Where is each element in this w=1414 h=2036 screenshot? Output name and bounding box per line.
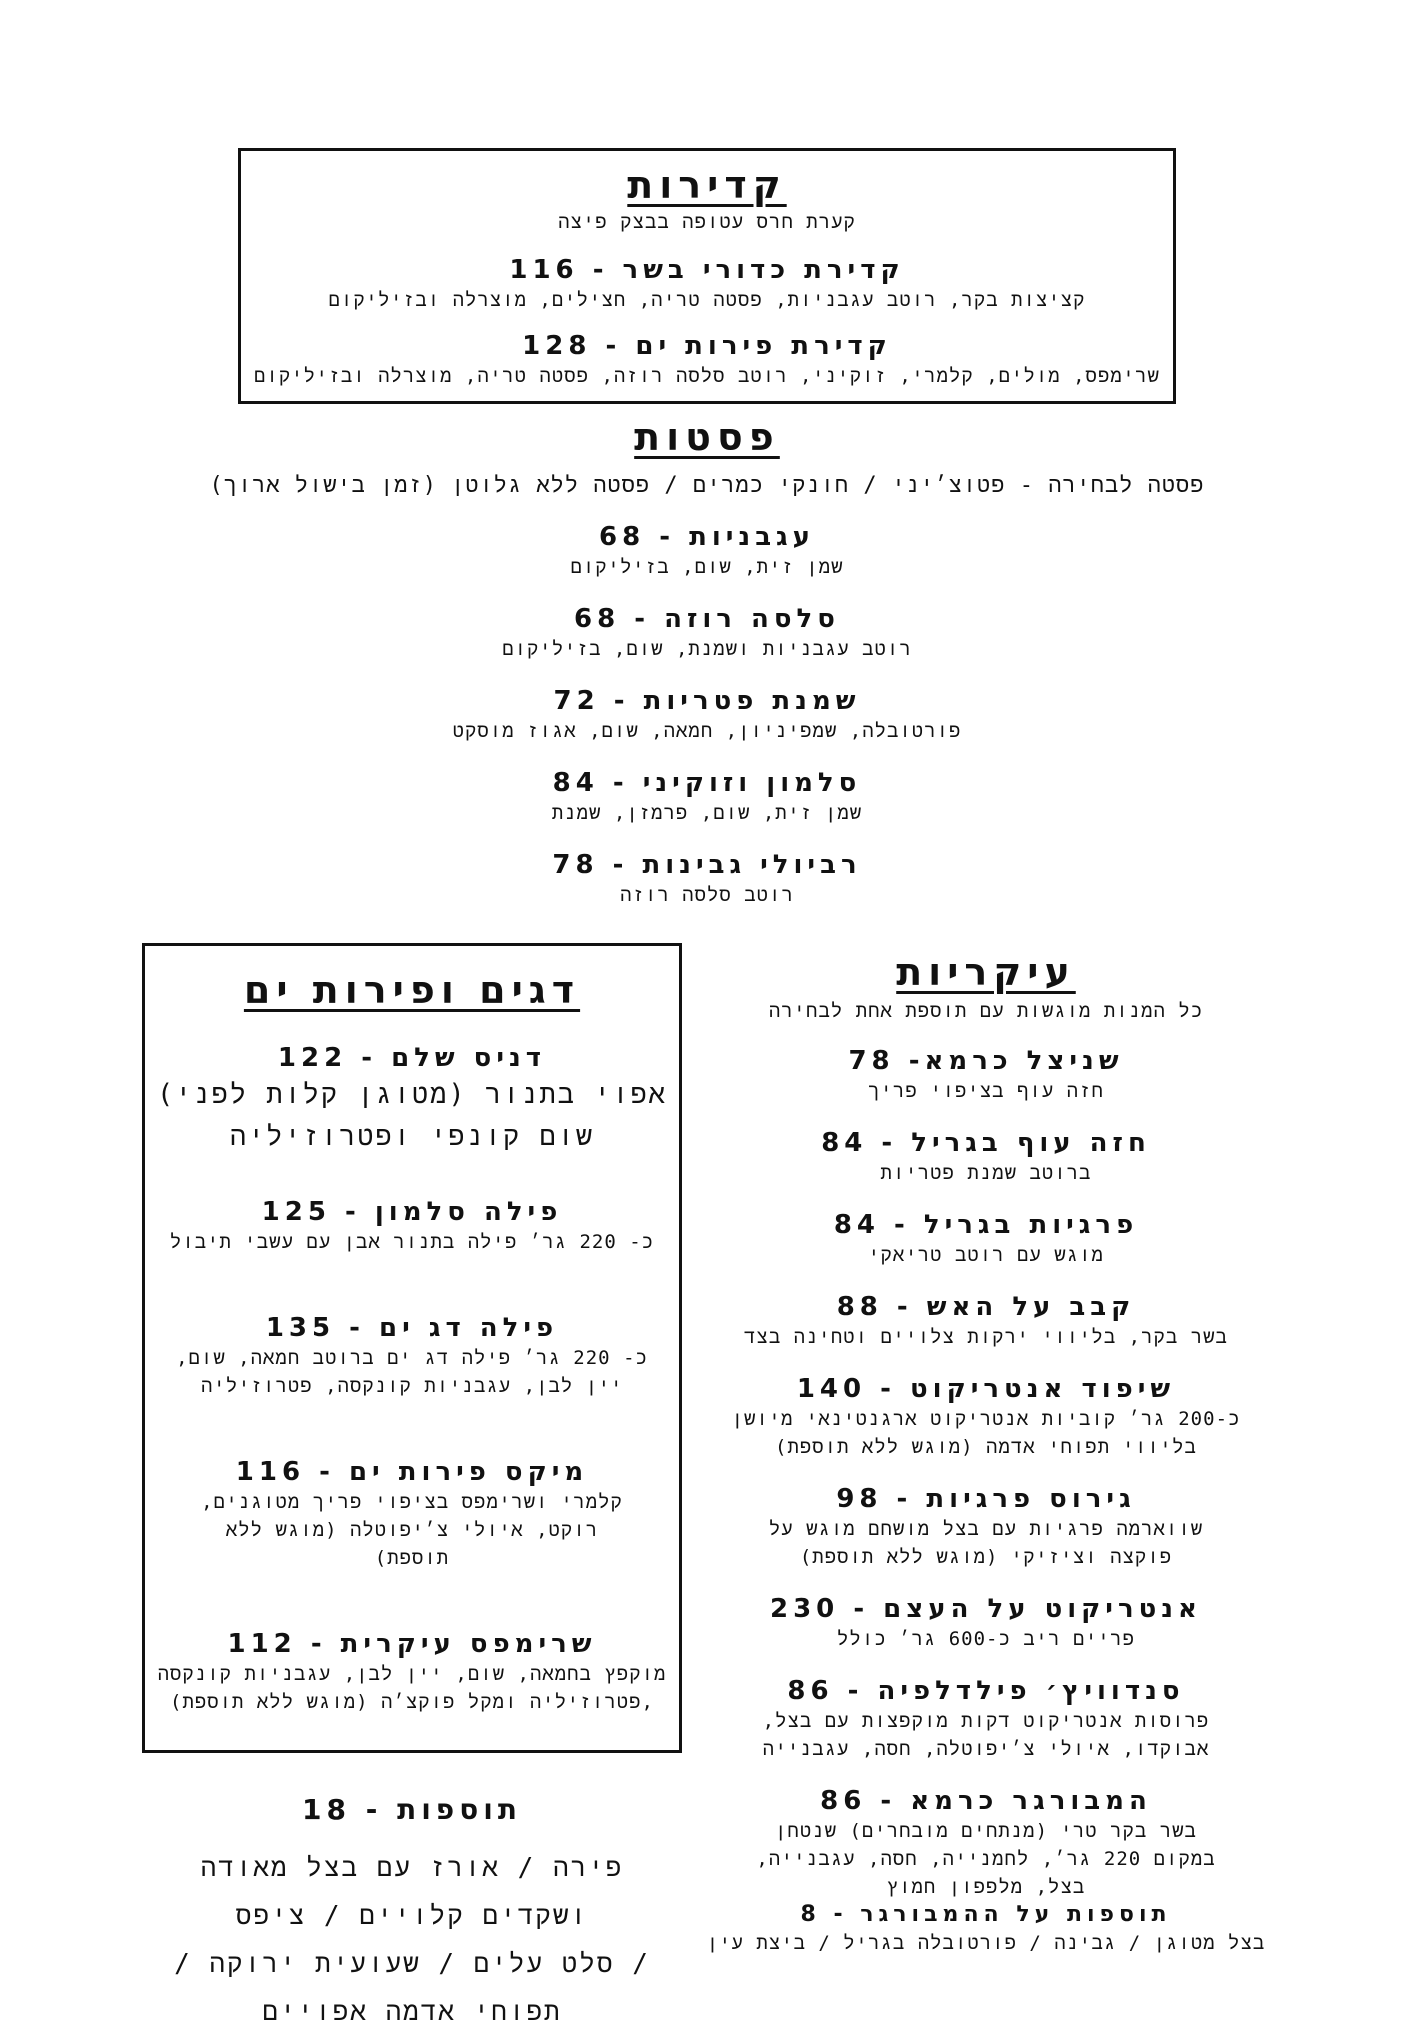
- kadirot-title: קדירות: [627, 163, 787, 207]
- item-description: כ- 220 גר׳ פילה דג ים ברוטב חמאה, שום, יין לבן, עגבניות קונקסה, פטרוזיליה: [176, 1347, 648, 1397]
- item-description: רוטב סלסה רוזה: [620, 884, 794, 906]
- item-description: חזה עוף בציפוי פריך: [868, 1080, 1104, 1102]
- menu-item: [200, 603, 1214, 663]
- item-name: סנדוויץ׳ פילדלפיה - 86: [787, 1676, 1185, 1706]
- menu-item: [155, 1196, 669, 1256]
- item-name: שניצל כרמא- 78: [848, 1046, 1124, 1076]
- item-name: עגבניות - 68: [599, 522, 815, 552]
- item-name: גירוס פרגיות - 98: [836, 1484, 1136, 1514]
- kadirot-section: [238, 148, 1176, 404]
- item-name: המבורגר כרמא - 86: [820, 1786, 1152, 1816]
- pastas-section: [200, 415, 1214, 909]
- item-description: שמן זית, שום, פרמזן, שמנת: [551, 802, 863, 824]
- menu-item: [241, 330, 1173, 390]
- item-description: ברוטב שמנת פטריות: [880, 1162, 1092, 1184]
- menu-item: [155, 1456, 669, 1572]
- item-description: כ-200 גר׳ קוביות אנטריקוט ארגנטינאי מיושן בליווי תפוחי אדמה (מוגש ללא תוספת): [731, 1408, 1241, 1458]
- sides-line: / סלט עלים / שעועית ירוקה / תפוחי אדמה אפויים: [174, 1949, 650, 2027]
- item-name: רביולי גבינות - 78: [552, 850, 862, 880]
- item-name: אנטריקוט על העצם - 230: [770, 1594, 1202, 1624]
- item-name: פילה סלמון - 125: [261, 1197, 563, 1227]
- burger-extras: [706, 1901, 1266, 1957]
- item-description: קלמרי ושרימפס בציפוי פריך מטוגנים, רוקט, איולי צ׳יפוטלה (מוגש ללא תוספת): [201, 1491, 623, 1569]
- menu-item: [706, 1127, 1266, 1187]
- item-name: שמנת פטריות - 72: [553, 686, 861, 716]
- pastas-subtitle: פסטה לבחירה - פטוצ׳יני / חונקי כמרים / פסטה ללא גלוטן (זמן בישול ארוך): [209, 473, 1205, 498]
- item-name: סלסה רוזה - 68: [574, 604, 840, 634]
- item-description: פרוסות אנטריקוט דקות מוקפצות עם בצל, אבוקדו, איולי צ׳יפוטלה, חסה, עגבנייה: [762, 1710, 1210, 1760]
- item-name: פרגיות בגריל - 84: [833, 1210, 1139, 1240]
- item-name: חזה עוף בגריל - 84: [821, 1128, 1151, 1158]
- item-name: שרימפס עיקרית - 112: [227, 1629, 597, 1659]
- mains-subtitle: כל המנות מוגשות עם תוספת אחת לבחירה: [768, 1000, 1204, 1022]
- fish-section: [142, 943, 682, 1753]
- pastas-title: פסטות: [634, 415, 780, 459]
- menu-item: [155, 1042, 669, 1158]
- menu-item: [706, 1045, 1266, 1105]
- kadirot-subtitle: קערת חרס עטופה בבצק פיצה: [558, 211, 856, 233]
- item-name: שיפוד אנטריקוט - 140: [796, 1374, 1176, 1404]
- item-description: רוטב עגבניות ושמנת, שום, בזיליקום: [502, 638, 912, 660]
- item-description: פריים ריב כ-600 גר׳ כולל: [837, 1628, 1135, 1650]
- item-name: סלמון וזוקיני - 84: [552, 768, 862, 798]
- menu-item: [706, 1675, 1266, 1763]
- sides-section: [142, 1790, 682, 2036]
- item-description: קציצות בקר, רוטב עגבניות, פסטה טריה, חצילים, מוצרלה ובזיליקום: [328, 289, 1086, 311]
- menu-item: [200, 849, 1214, 909]
- menu-item: [200, 767, 1214, 827]
- item-description: שווארמה פרגיות עם בצל מושחם מוגש על פוקצה וציזיקי (מוגש ללא תוספת): [768, 1518, 1204, 1568]
- item-name: דניס שלם - 122: [277, 1043, 547, 1073]
- menu-item: [706, 1785, 1266, 1901]
- item-name: פילה דג ים - 135: [265, 1313, 559, 1343]
- menu-item: [155, 1628, 669, 1716]
- item-description: שמן זית, שום, בזיליקום: [570, 556, 844, 578]
- item-description: כ- 220 גר׳ פילה בתנור אבן עם עשבי תיבול: [169, 1231, 655, 1253]
- burger-extras-description: בצל מטוגן / גבינה / פורטובלה בגריל / ביצת עין: [706, 1932, 1266, 1954]
- burger-extras-name: תוספות על ההמבורגר - 8: [800, 1902, 1172, 1927]
- menu-item: [241, 254, 1173, 314]
- item-name: קדירת פירות ים - 128: [522, 331, 892, 361]
- menu-item: [706, 1483, 1266, 1571]
- mains-section: [706, 950, 1266, 1957]
- menu-item: [200, 521, 1214, 581]
- item-name: מיקס פירות ים - 116: [235, 1457, 589, 1487]
- menu-item: [155, 1312, 669, 1400]
- menu-item: [706, 1373, 1266, 1461]
- item-description: מוגש עם רוטב טריאקי: [868, 1244, 1104, 1266]
- menu-item: [200, 685, 1214, 745]
- item-description: פורטובלה, שמפיניון, חמאה, שום, אגוז מוסקט: [452, 720, 962, 742]
- fish-title: דגים ופירות ים: [243, 968, 581, 1012]
- item-description: בשר בקר טרי (מנתחים מובחרים) שנטחן במקום 220 גר׳, לחמנייה, חסה, עגבנייה, בצל, מלפפון חמוץ: [756, 1820, 1216, 1898]
- item-description: בשר בקר, בליווי ירקות צלויים וטחינה בצד: [744, 1326, 1228, 1348]
- item-name: קדירת כדורי בשר - 116: [509, 255, 905, 285]
- menu-item: [706, 1593, 1266, 1653]
- mains-title: עיקריות: [896, 950, 1076, 994]
- sides-line: פירה / אורז עם בצל מאודה ושקדים קלויים / ציפס: [200, 1853, 624, 1931]
- item-description: מוקפץ בחמאה, שום, יין לבן, עגבניות קונקסה ,פטרוזיליה ומקל פוקצ׳ה (מוגש ללא תוספת): [157, 1663, 667, 1713]
- menu-item: [706, 1291, 1266, 1351]
- item-name: קבב על האש - 88: [836, 1292, 1136, 1322]
- sides-title: תוספות - 18: [301, 1793, 522, 1826]
- item-description: אפוי בתנור (מטוגן קלות לפני) שום קונפי ופטרוזיליה: [157, 1079, 667, 1152]
- menu-item: [706, 1209, 1266, 1269]
- item-description: שרימפס, מולים, קלמרי, זוקיני, רוטב סלסה רוזה, פסטה טריה, מוצרלה ובזיליקום: [254, 365, 1160, 387]
